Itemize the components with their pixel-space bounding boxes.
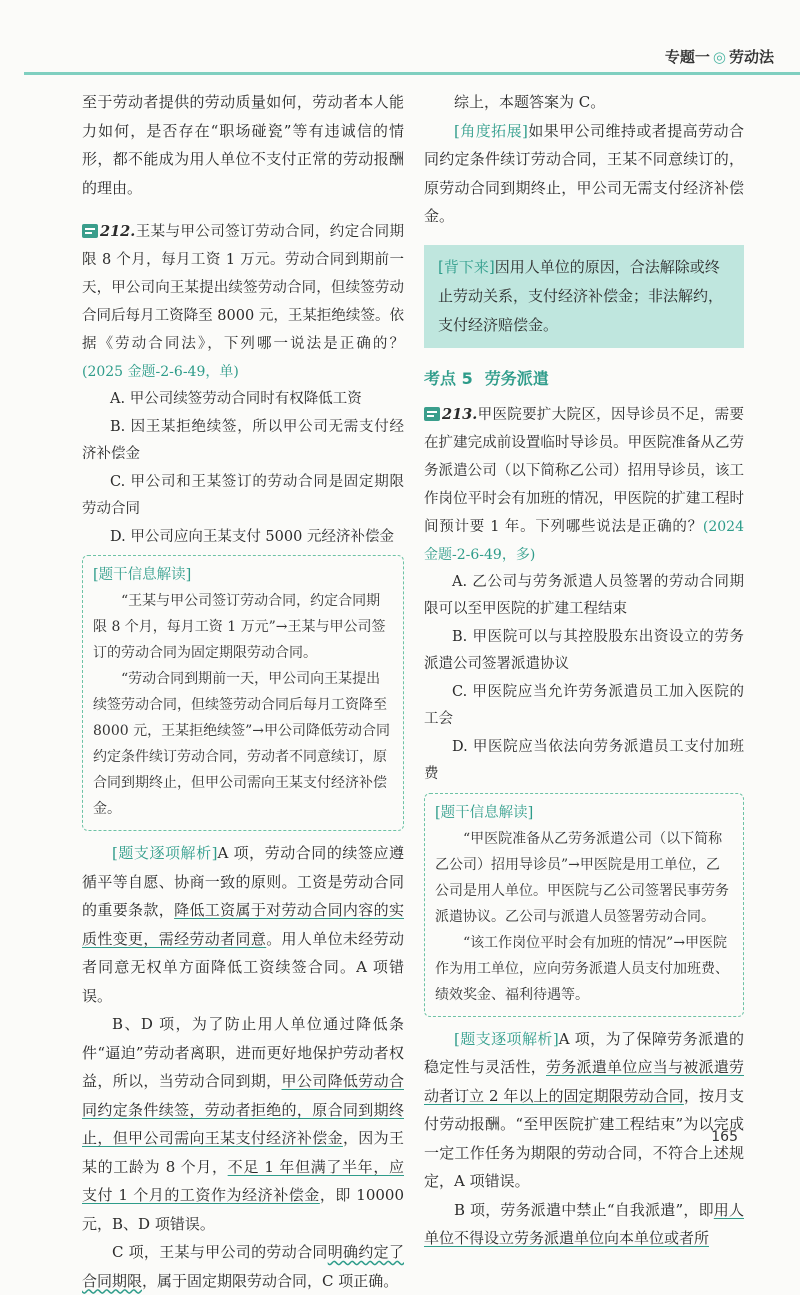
analysis-c: C 项，王某与甲公司的劳动合同明确约定了合同期限，属于固定期限劳动合同，C 项正确。 [82, 1243, 404, 1290]
option-c: C. 甲公司和王某签订的劳动合同是固定期限劳动合同 [82, 473, 404, 517]
question-icon [82, 224, 98, 238]
header-rule [24, 72, 800, 75]
question-number: 213. [442, 405, 478, 423]
option-a: A. 乙公司与劳务派遣人员签署的劳动合同期限可以至甲医院的扩建工程结束 [424, 573, 744, 617]
extension-paragraph: [角度拓展]如果甲公司维持或者提高劳动合同约定条件续订劳动合同，王某不同意续订的，原劳动合同到期终止，甲公司无需支付经济补偿金。 [424, 121, 744, 225]
option-b: B. 甲医院可以与其控股股东出资设立的劳务派遣公司签署派遣协议 [424, 628, 744, 672]
right-column [424, 88, 744, 1253]
extension-tag: [角度拓展] [454, 121, 528, 140]
question-213-stem [424, 401, 744, 569]
stem-info-box [424, 793, 744, 1017]
section-heading [424, 366, 744, 389]
memo-tag: [背下来] [438, 257, 495, 276]
question-icon [424, 407, 440, 421]
header-chapter: 劳动法 [728, 48, 774, 66]
box-paragraph: “甲医院准备从乙劳务派遣公司（以下简称乙公司）招用导诊员”→甲医院是用工单位，乙公司是用人单位。甲医院与乙公司签署民事劳务派遣协议。乙公司与派遣人员签署劳动合同。 [435, 830, 729, 925]
box-title: [题干信息解读] [435, 804, 534, 821]
option-a: A. 甲公司续签劳动合同时有权降低工资 [110, 391, 362, 407]
question-number: 212. [100, 223, 136, 240]
analysis-b: B 项，劳务派遣中禁止“自我派遣”，即用人单位不得设立劳务派遣单位向本单位或者所 [424, 1200, 744, 1247]
box-paragraph: “该工作岗位平时会有加班的情况”→甲医院作为用工单位，应向劳务派遣人员支付加班费、绩效奖金、福利待遇等。 [435, 934, 729, 1003]
analysis-tag: [题支逐项解析] [454, 1029, 559, 1048]
header-separator: ◎ [712, 48, 726, 66]
question-text: 甲医院要扩大院区，因导诊员不足，需要在扩建完成前设置临时导诊员。甲医院准备从乙劳务派遣公司（以下简称乙公司）招用导诊员，该工作岗位平时会有加班的情况，甲医院的扩建工程时间预计要 1 年。下列哪些说法是正确的？ [424, 406, 744, 535]
running-header [665, 46, 774, 67]
option-c: C. 甲医院应当允许劳务派遣员工加入医院的工会 [424, 683, 744, 727]
box-paragraph: “劳动合同到期前一天，甲公司向王某提出续签劳动合同，但续签劳动合同后每月工资降至 8000 元，王某拒绝续签”→甲公司降低劳动合同约定条件续订劳动合同，劳动者不同意续订，原合同到期终止，但甲公司需向王某支付经济补偿金。 [93, 671, 390, 817]
stem-info-box [82, 555, 404, 831]
memo-text: 因用人单位的原因，合法解除或终止劳动关系，支付经济补偿金；非法解约，支付经济赔偿金。 [438, 257, 724, 334]
box-paragraph: “王某与甲公司签订劳动合同，约定合同期限 8 个月，每月工资 1 万元”→王某与甲公司签订的劳动合同为固定期限劳动合同。 [93, 593, 386, 661]
left-column [82, 88, 404, 1295]
intro-paragraph: 至于劳动者提供的劳动质量如何，劳动者本人能力如何，是否存在“职场碰瓷”等有违诚信的情形，都不能成为用人单位不支付正常的劳动报酬的理由。 [82, 93, 404, 197]
analysis-a: [题支逐项解析]A 项，劳动合同的续签应遵循平等自愿、协商一致的原则。工资是劳动合同的重要条款，降低工资属于对劳动合同内容的实质性变更，需经劳动者同意。用人单位未经劳动者同意无权单方面降低工资续签合同。A 项错误。 [82, 844, 404, 1005]
conclusion: 综上，本题答案为 C。 [454, 93, 606, 111]
header-topic: 专题一 [664, 48, 710, 66]
page-number: 165 [711, 1129, 738, 1145]
box-title: [题干信息解读] [93, 567, 192, 583]
question-source: (2025 金题-2-6-49，单) [82, 364, 239, 380]
analysis-bd: B、D 项，为了防止用人单位通过降低条件“逼迫”劳动者离职，进而更好地保护劳动者权益，所以，当劳动合同到期，甲公司降低劳动合同约定条件续签，劳动者拒绝的，原合同到期终止，但甲公司需向王某支付经济补偿金，因为王某的工龄为 8 个月，不足 1 年但满了半年，应支付 1 个月的工资作为经济补偿金，即 10000 元，B、D 项错误。 [82, 1015, 404, 1233]
section-label: 考点 5 [424, 368, 473, 388]
memo-box [424, 245, 744, 348]
option-d: D. 甲公司应向王某支付 5000 元经济补偿金 [110, 528, 394, 545]
question-source: (2024 金题-2-6-49，多) [424, 518, 744, 563]
option-d: D. 甲医院应当依法向劳务派遣员工支付加班费 [424, 738, 744, 782]
analysis-tag: [题支逐项解析] [112, 844, 218, 862]
question-212-stem [82, 218, 404, 386]
question-text: 王某与甲公司签订劳动合同，约定合同期限 8 个月，每月工资 1 万元。劳动合同到期前一天，甲公司向王某提出续签劳动合同，但续签劳动合同后每月工资降至 8000 元，王某拒绝续签。依据《劳动合同法》，下列哪一说法是正确的？ [82, 224, 404, 352]
analysis-a: [题支逐项解析]A 项，为了保障劳务派遣的稳定性与灵活性，劳务派遣单位应当与被派遣劳动者订立 2 年以上的固定期限劳动合同，按月支付劳动报酬。“至甲医院扩建工程结束”为以完成一定工作任务为期限的劳动合同，不符合上述规定，A 项错误。 [424, 1029, 744, 1190]
section-title: 劳务派遣 [484, 368, 549, 388]
option-b: B. 因王某拒绝续签，所以甲公司无需支付经济补偿金 [82, 418, 404, 462]
